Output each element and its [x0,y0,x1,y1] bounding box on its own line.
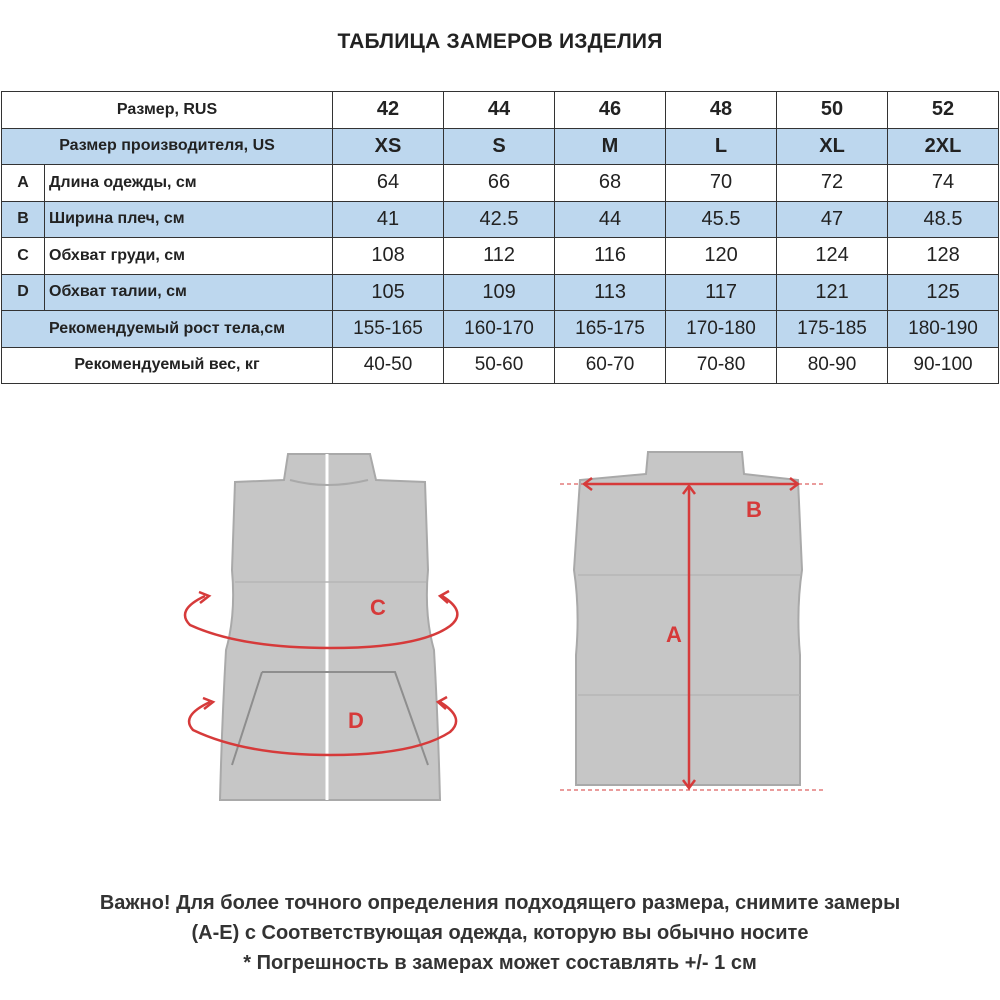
table-cell: 105 [333,274,444,311]
label-c: C [370,595,386,620]
size-rus-cell: 44 [444,92,555,129]
table-cell: 80-90 [777,347,888,384]
height-label: Рекомендуемый рост тела,см [2,311,333,348]
table-cell: 128 [888,238,999,275]
row-label: Обхват груди, см [45,238,333,275]
size-rus-cell: 52 [888,92,999,129]
table-cell: 70 [666,165,777,202]
table-cell: 155-165 [333,311,444,348]
table-cell: 112 [444,238,555,275]
table-cell: 113 [555,274,666,311]
row-label: Обхват талии, см [45,274,333,311]
table-cell: 175-185 [777,311,888,348]
note-line-2: (A-E) с Соответствующая одежда, которую вы обычно носите [191,922,809,944]
note-line-1: Важно! Для более точного определения подходящего размера, снимите замеры [99,892,901,914]
table-cell: 121 [777,274,888,311]
table-cell: 45.5 [666,201,777,238]
table-cell: 116 [555,238,666,275]
size-table [1,91,999,384]
table-row-size-us [2,128,999,165]
note-line-3: * Погрешность в замерах может составлять +/- 1 см [243,952,757,974]
table-cell: 125 [888,274,999,311]
size-us-label: Размер производителя, US [2,128,333,165]
table-row-chest [2,238,999,275]
table-cell: 124 [777,238,888,275]
table-cell: 170-180 [666,311,777,348]
vest-diagram [0,420,1000,840]
table-row-length [2,165,999,202]
row-letter: C [2,238,45,275]
row-letter: D [2,274,45,311]
table-row-weight [2,347,999,384]
size-us-cell: XL [777,128,888,165]
row-letter: B [2,201,45,238]
table-cell: 60-70 [555,347,666,384]
table-cell: 90-100 [888,347,999,384]
table-cell: 41 [333,201,444,238]
size-us-cell: S [444,128,555,165]
table-cell: 40-50 [333,347,444,384]
table-cell: 117 [666,274,777,311]
size-rus-cell: 46 [555,92,666,129]
page-title: ТАБЛИЦА ЗАМЕРОВ ИЗДЕЛИЯ [337,30,663,53]
size-us-cell: M [555,128,666,165]
vest-back-illustration [560,452,826,790]
table-cell: 64 [333,165,444,202]
table-cell: 74 [888,165,999,202]
table-cell: 48.5 [888,201,999,238]
table-cell: 120 [666,238,777,275]
table-row-size-rus [2,92,999,129]
table-cell: 180-190 [888,311,999,348]
size-us-cell: 2XL [888,128,999,165]
table-cell: 160-170 [444,311,555,348]
table-cell: 66 [444,165,555,202]
table-cell: 165-175 [555,311,666,348]
table-row-height [2,311,999,348]
size-rus-label: Размер, RUS [2,92,333,129]
table-row-waist [2,274,999,311]
label-a: A [666,622,682,647]
table-cell: 72 [777,165,888,202]
row-label: Ширина плеч, см [45,201,333,238]
table-cell: 47 [777,201,888,238]
label-b: B [746,497,762,522]
size-rus-cell: 50 [777,92,888,129]
size-us-cell: L [666,128,777,165]
table-cell: 109 [444,274,555,311]
table-row-shoulders [2,201,999,238]
weight-label: Рекомендуемый вес, кг [2,347,333,384]
table-cell: 50-60 [444,347,555,384]
size-rus-cell: 42 [333,92,444,129]
table-cell: 70-80 [666,347,777,384]
row-label: Длина одежды, см [45,165,333,202]
table-cell: 68 [555,165,666,202]
size-us-cell: XS [333,128,444,165]
size-rus-cell: 48 [666,92,777,129]
row-letter: A [2,165,45,202]
table-cell: 42.5 [444,201,555,238]
measurement-note [0,888,1000,978]
label-d: D [348,708,364,733]
table-cell: 108 [333,238,444,275]
table-cell: 44 [555,201,666,238]
vest-front-illustration [185,454,457,800]
